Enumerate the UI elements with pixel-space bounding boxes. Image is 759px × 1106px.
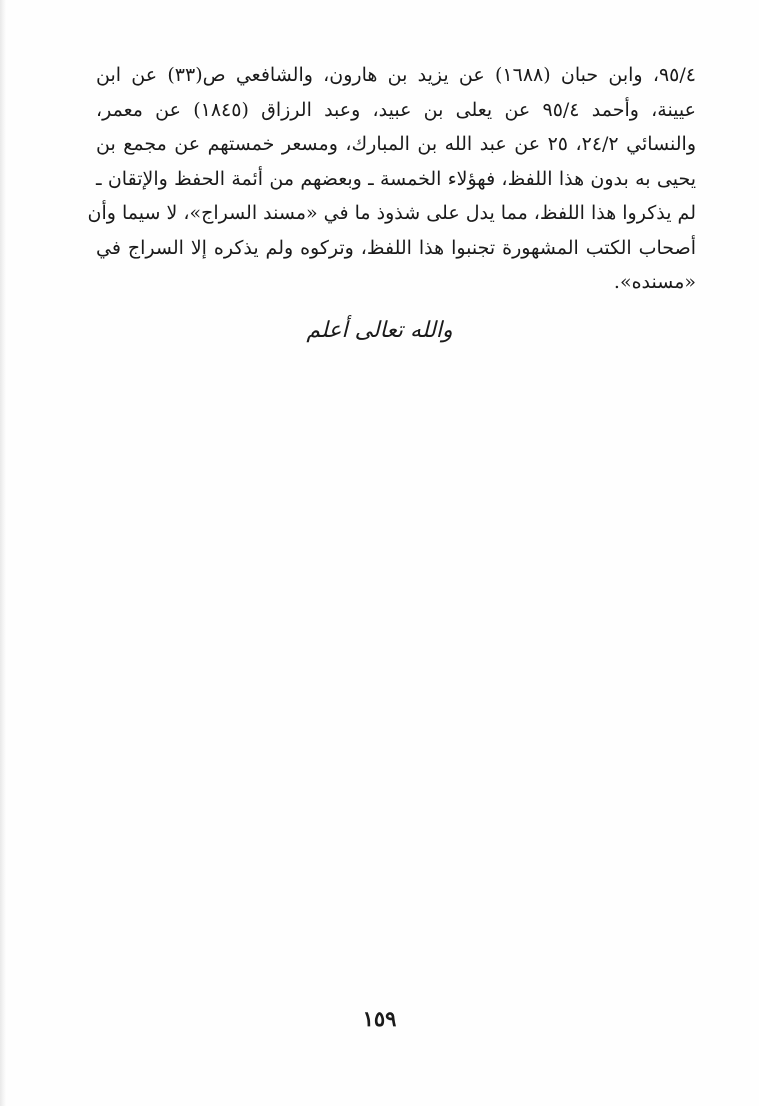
text-line-3: والنسائي ٢٤/٢، ٢٥ عن عبد الله بن المبارك، ومسعر خمستهم عن مجمع بن (96, 133, 696, 155)
text-line-5: لم يذكروا هذا اللفظ، مما يدل على شذوذ ما في «مسند السراج»، لا سيما وأن (87, 202, 696, 224)
text-line-7: «مسنده». (613, 271, 696, 293)
text-line-1: ٩٥/٤، وابن حبان (١٦٨٨) عن يزيد بن هارون، والشافعي ص(٣٣) عن ابن (96, 64, 696, 86)
footnote-paragraph (87, 58, 696, 300)
closing-phrase: والله تعالى أعلم (306, 318, 453, 343)
text-line-4: يحيى به بدون هذا اللفظ، فهؤلاء الخمسة ـ وبعضهم من أئمة الحفظ والإتقان ـ (96, 167, 696, 190)
text-line-6: أصحاب الكتب المشهورة تجنبوا هذا اللفظ، وتركوه ولم يذكره إلا السراج في (96, 236, 696, 259)
scan-shadow-edge (0, 0, 6, 1106)
page-number: ١٥٩ (362, 1006, 397, 1031)
text-line-2: عيينة، وأحمد ٩٥/٤ عن يعلى بن عبيد، وعبد الرزاق (١٨٤٥) عن معمر، (96, 98, 696, 121)
